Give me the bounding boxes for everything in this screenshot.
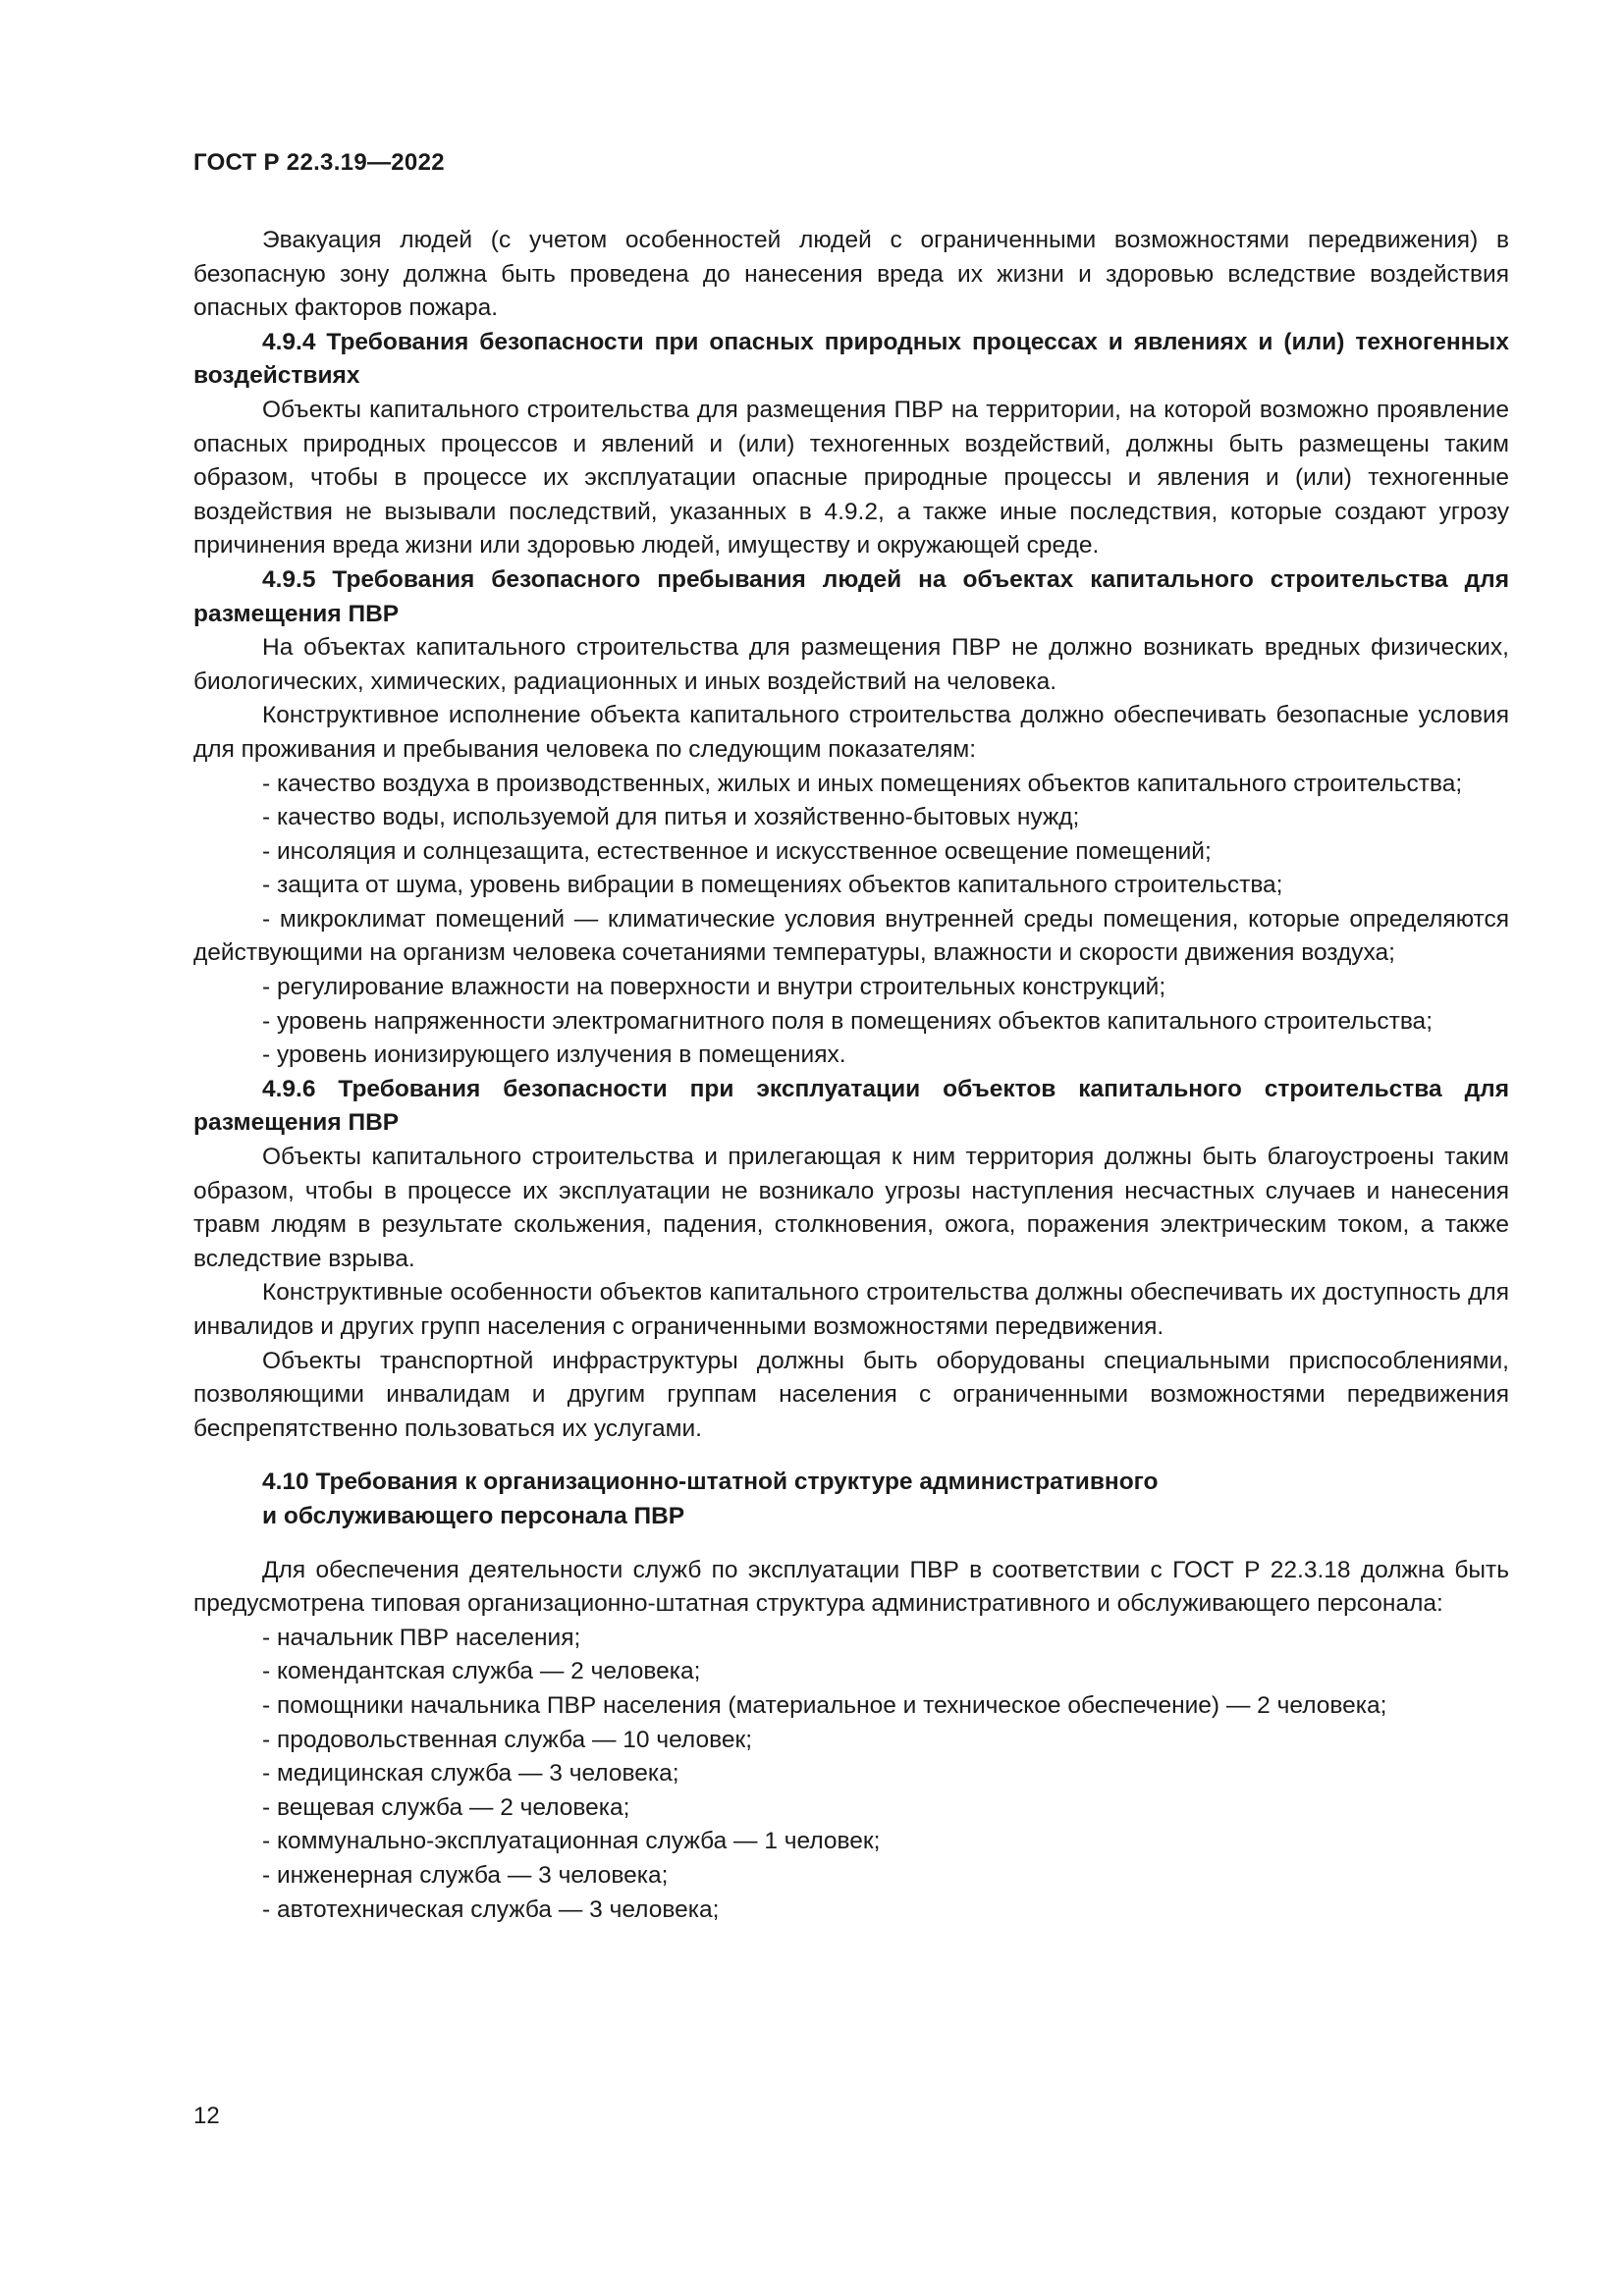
- paragraph-transport: Объекты транспортной инфраструктуры должны быть оборудованы специальными приспособлениями, позволяющими инвалидам и другим группам населения с ограниченными возможностями передвижения беспрепятственно пользоваться их услугами.: [193, 1347, 1509, 1442]
- document-code-header: ГОСТ Р 22.3.19—2022: [193, 149, 445, 176]
- paragraph-indicators-intro: Конструктивное исполнение объекта капитального строительства должно обеспечивать безопасные условия для проживания и пребывания человека по следующим показателям:: [193, 702, 1509, 763]
- list-item: - качество воды, используемой для питья и хозяйственно-бытовых нужд;: [262, 804, 1080, 831]
- staff-list-item: - продовольственная служба — 10 человек;: [262, 1726, 753, 1753]
- page-number: 12: [193, 2103, 220, 2129]
- heading-4-9-5: 4.9.5 Требования безопасного пребывания людей на объектах капитального строительства для размещения ПВР: [193, 565, 1509, 627]
- paragraph-landscaping: Объекты капитального строительства и прилегающая к ним территория должны быть благоустроены таким образом, чтобы в процессе их эксплуатации не возникало угрозы наступления несчастных случаев и нанесения травм людям в результате скольжения, падения, столкновения, ожога, поражения электрическим током, а также вследствие взрыва.: [193, 1144, 1509, 1272]
- staff-list-item: - медицинская служба — 3 человека;: [262, 1760, 679, 1788]
- paragraph-staff-structure: Для обеспечения деятельности служб по эксплуатации ПВР в соответствии с ГОСТ Р 22.3.18 должна быть предусмотрена типовая организационно-штатная структура административного и обслуживающего персонала:: [193, 1556, 1509, 1618]
- list-item: - уровень напряженности электромагнитного поля в помещениях объектов капитального строительства;: [262, 1007, 1433, 1035]
- staff-list-item: - помощники начальника ПВР населения (материальное и техническое обеспечение) — 2 человека;: [262, 1691, 1387, 1719]
- staff-list-item: - автотехническая служба — 3 человека;: [262, 1896, 720, 1923]
- paragraph-accessibility: Конструктивные особенности объектов капитального строительства должны обеспечивать их доступность для инвалидов и других групп населения с ограниченными возможностями передвижения.: [193, 1279, 1509, 1340]
- heading-4-9-6: 4.9.6 Требования безопасности при эксплуатации объектов капитального строительства для размещения ПВР: [193, 1075, 1509, 1137]
- list-item: - инсоляция и солнцезащита, естественное и искусственное освещение помещений;: [262, 837, 1212, 865]
- paragraph-hazards: Объекты капитального строительства для размещения ПВР на территории, на которой возможно проявление опасных природных процессов и явлений и (или) техногенных воздействий, должны быть размещены таким образом, чтобы в процессе их эксплуатации опасные природные процессы и явления и (или) техногенные воздействия не вызывали последствий, указанных в 4.9.2, а также иные последствия, которые создают угрозу причинения вреда жизни или здоровью людей, имуществу и окружающей среде.: [193, 396, 1509, 560]
- list-item: - качество воздуха в производственных, жилых и иных помещениях объектов капитального строительства;: [262, 770, 1463, 797]
- heading-4-9-4: 4.9.4 Требования безопасности при опасных природных процессах и явлениях и (или) техногенных воздействиях: [193, 328, 1509, 390]
- list-item: - регулирование влажности на поверхности и внутри строительных конструкций;: [262, 974, 1166, 1001]
- heading-4-10-line1: 4.10 Требования к организационно-штатной структуре административного: [262, 1468, 1159, 1496]
- paragraph-no-harm: На объектах капитального строительства для размещения ПВР не должно возникать вредных физических, биологических, химических, радиационных и иных воздействий на человека.: [193, 634, 1509, 695]
- staff-list-item: - инженерная служба — 3 человека;: [262, 1861, 669, 1889]
- heading-4-10: [193, 1466, 1509, 1533]
- staff-list-item: - комендантская служба — 2 человека;: [262, 1658, 701, 1685]
- heading-4-10-line2: и обслуживающего персонала ПВР: [262, 1502, 685, 1529]
- list-item: - уровень ионизирующего излучения в помещениях.: [262, 1041, 846, 1069]
- staff-list-item: - коммунально-эксплуатационная служба — 1 человек;: [262, 1828, 881, 1855]
- staff-list-item: - вещевая служба — 2 человека;: [262, 1793, 630, 1821]
- list-item: - защита от шума, уровень вибрации в помещениях объектов капитального строительства;: [262, 872, 1283, 899]
- paragraph-evacuation: Эвакуация людей (с учетом особенностей людей с ограниченными возможностями передвижения) в безопасную зону должна быть проведена до нанесения вреда их жизни и здоровью вследствие воздействия опасных факторов пожара.: [193, 227, 1509, 322]
- list-item: - микроклимат помещений — климатические условия внутренней среды помещения, которые определяются действующими на организм человека сочетаниями температуры, влажности и скорости движения воздуха;: [193, 905, 1509, 967]
- document-body: [193, 224, 1509, 1927]
- staff-list-item: - начальник ПВР населения;: [262, 1624, 581, 1651]
